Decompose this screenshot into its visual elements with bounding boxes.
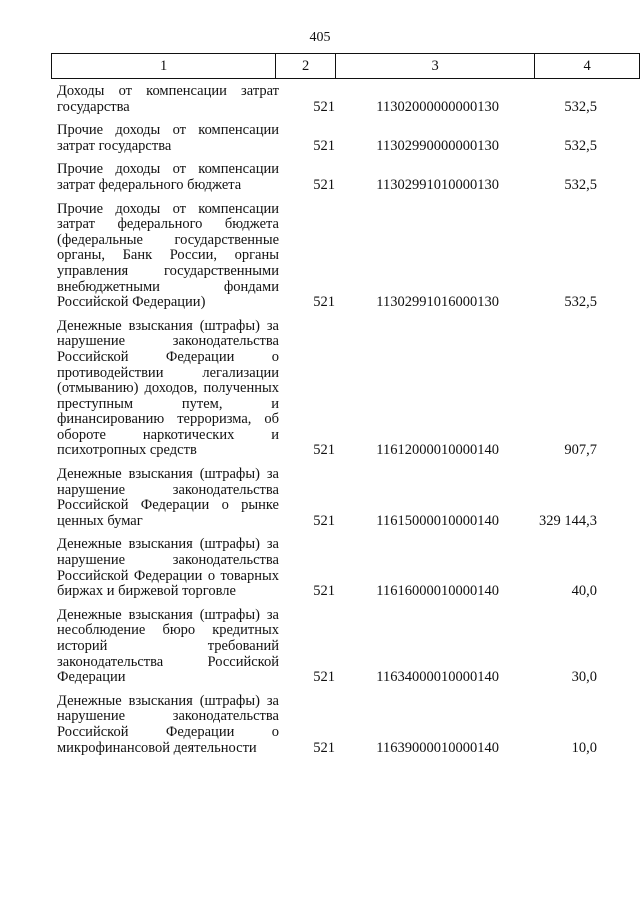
row-admin-code: 521 bbox=[313, 98, 335, 115]
column-header-4: 4 bbox=[535, 54, 640, 79]
row-description: Денежные взыскания (штрафы) за нарушение законодательства Российской Федерации о противодействии легализации (отмыванию) доходов, полученных преступным путем, и финансированию терроризма, об обороте наркотических и психотропных средств bbox=[57, 317, 279, 459]
table-row bbox=[57, 202, 597, 311]
column-header-1: 1 bbox=[52, 54, 276, 79]
column-header-3: 3 bbox=[336, 54, 535, 79]
row-description: Прочие доходы от компенсации затрат федерального бюджета bbox=[57, 161, 279, 193]
table-body bbox=[57, 84, 597, 764]
row-classification-code: 11639000010000140 bbox=[376, 739, 499, 756]
table-row bbox=[57, 123, 597, 154]
table-row bbox=[57, 84, 597, 115]
row-amount: 532,5 bbox=[564, 137, 597, 154]
row-admin-code: 521 bbox=[313, 442, 335, 459]
row-admin-code: 521 bbox=[313, 137, 335, 154]
column-header-2: 2 bbox=[276, 54, 336, 79]
row-classification-code: 11612000010000140 bbox=[376, 442, 499, 459]
table-row bbox=[57, 467, 597, 529]
row-amount: 907,7 bbox=[564, 442, 597, 459]
row-classification-code: 11616000010000140 bbox=[376, 583, 499, 600]
row-amount: 532,5 bbox=[564, 176, 597, 193]
row-amount: 40,0 bbox=[571, 583, 597, 600]
row-amount: 10,0 bbox=[571, 739, 597, 756]
row-amount: 532,5 bbox=[564, 98, 597, 115]
row-description: Доходы от компенсации затрат государства bbox=[57, 83, 279, 115]
row-classification-code: 11615000010000140 bbox=[376, 512, 499, 529]
column-header-table bbox=[51, 53, 640, 79]
row-amount: 30,0 bbox=[571, 669, 597, 686]
row-admin-code: 521 bbox=[313, 294, 335, 311]
row-admin-code: 521 bbox=[313, 512, 335, 529]
row-description: Денежные взыскания (штрафы) за нарушение законодательства Российской Федерации о товарных биржах и биржевой торговле bbox=[57, 536, 279, 600]
column-header-row bbox=[52, 54, 640, 79]
row-admin-code: 521 bbox=[313, 669, 335, 686]
row-description: Денежные взыскания (штрафы) за нарушение законодательства Российской Федерации о рынке ценных бумаг bbox=[57, 466, 279, 529]
row-classification-code: 11302990000000130 bbox=[376, 137, 499, 154]
row-amount: 329 144,3 bbox=[539, 512, 597, 529]
row-admin-code: 521 bbox=[313, 583, 335, 600]
row-description: Денежные взыскания (штрафы) за несоблюдение бюро кредитных историй требований законодательства Российской Федерации bbox=[57, 606, 279, 686]
row-description: Прочие доходы от компенсации затрат государства bbox=[57, 122, 279, 154]
row-classification-code: 11302000000000130 bbox=[376, 98, 499, 115]
row-admin-code: 521 bbox=[313, 176, 335, 193]
row-classification-code: 11634000010000140 bbox=[376, 669, 499, 686]
table-row bbox=[57, 162, 597, 193]
table-row bbox=[57, 319, 597, 459]
table-row bbox=[57, 694, 597, 756]
row-description: Прочие доходы от компенсации затрат федерального бюджета (федеральные государственные органы, Банк России, органы управления государственными внебюджетными фондами Российской Федерации) bbox=[57, 200, 279, 311]
row-admin-code: 521 bbox=[313, 739, 335, 756]
row-classification-code: 11302991010000130 bbox=[376, 176, 499, 193]
row-amount: 532,5 bbox=[564, 294, 597, 311]
table-row bbox=[57, 608, 597, 686]
row-description: Денежные взыскания (штрафы) за нарушение законодательства Российской Федерации о микрофинансовой деятельности bbox=[57, 692, 279, 756]
table-row bbox=[57, 537, 597, 599]
row-classification-code: 11302991016000130 bbox=[376, 294, 499, 311]
page-number: 405 bbox=[309, 30, 331, 45]
